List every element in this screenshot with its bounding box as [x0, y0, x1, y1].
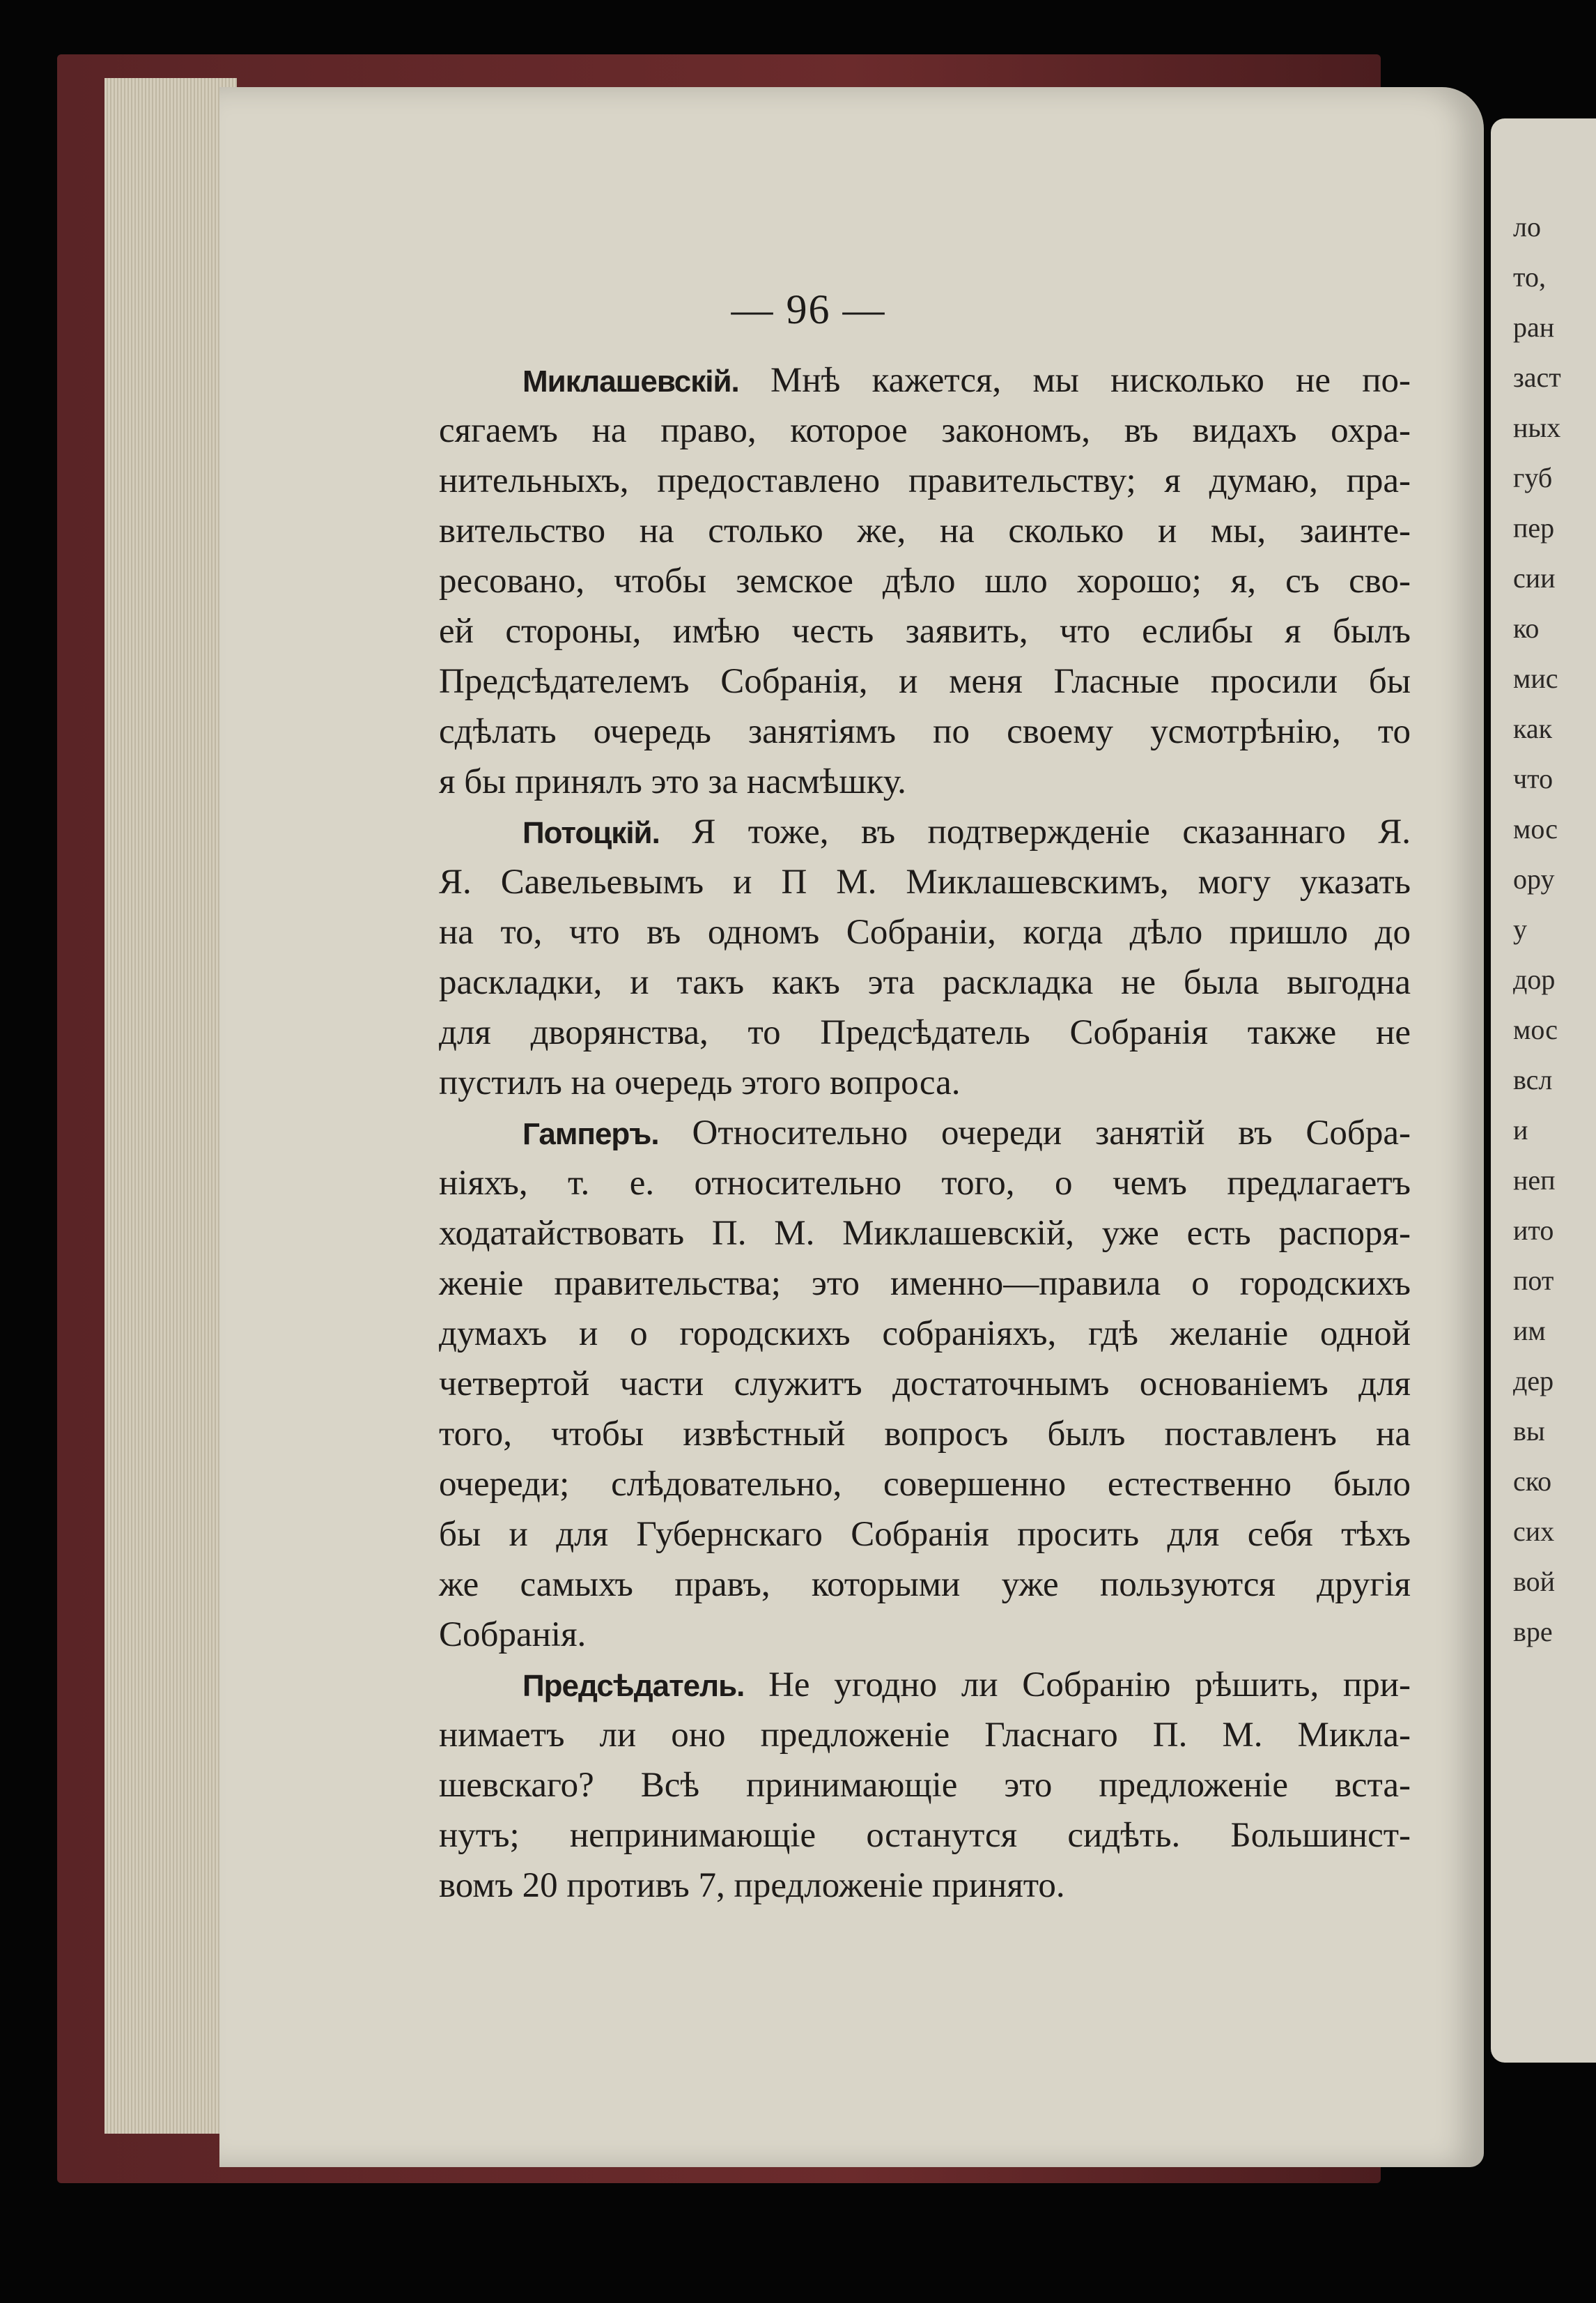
right-line: и — [1513, 1114, 1528, 1146]
text-line: Гамперъ. Относительно очереди занятій въ Собра- — [522, 1114, 1411, 1153]
text-line: ресовано, чтобы земское дѣло шло хорошо; я, съ сво- — [439, 562, 1411, 601]
text-line: Предсѣдателемъ Собранія, и меня Гласные просили бы — [439, 662, 1411, 701]
text-line: думахъ и о городскихъ собраніяхъ, гдѣ желаніе одной — [439, 1314, 1411, 1353]
right-line: неп — [1513, 1164, 1556, 1196]
text-line: нимаетъ ли оно предложеніе Гласнаго П. М. Микла- — [439, 1716, 1411, 1755]
right-line: как — [1513, 713, 1553, 744]
text-line: Собранія. — [439, 1615, 587, 1654]
right-line: всл — [1513, 1064, 1553, 1095]
right-line: губ — [1513, 462, 1553, 493]
right-line: пот — [1513, 1265, 1554, 1296]
right-line: ито — [1513, 1215, 1554, 1246]
right-line: дор — [1513, 964, 1556, 995]
right-line: сих — [1513, 1516, 1555, 1547]
text-line: Миклашевскій. Мнѣ кажется, мы нисколько не по- — [522, 361, 1411, 400]
right-line: заст — [1513, 362, 1561, 393]
text-line: я бы принялъ это за насмѣшку. — [439, 762, 906, 801]
text-line: нутъ; непринимающіе останутся сидѣть. Большинст- — [439, 1816, 1411, 1855]
right-line: вой — [1513, 1566, 1556, 1597]
text-line: на то, что въ одномъ Собраніи, когда дѣло пришло до — [439, 913, 1411, 952]
right-line: пер — [1513, 512, 1555, 544]
right-line: мис — [1513, 663, 1558, 694]
right-line: у — [1513, 914, 1527, 945]
right-page-fragment — [1491, 118, 1596, 2063]
text-line: раскладки, и такъ какъ эта раскладка не была выгодна — [439, 963, 1411, 1002]
text-line: вомъ 20 противъ 7, предложеніе принято. — [439, 1866, 1065, 1905]
text-line: ніяхъ, т. е. относительно того, о чемъ предлагаетъ — [439, 1164, 1411, 1203]
speaker-name: Гамперъ. — [522, 1117, 659, 1151]
text-line: четвертой части служитъ достаточнымъ основаніемъ для — [439, 1364, 1411, 1403]
right-line: ран — [1513, 311, 1555, 343]
page-number: — 96 — — [731, 286, 886, 332]
page-edges — [104, 78, 237, 2134]
right-line: ору — [1513, 863, 1555, 895]
text-line: Потоцкій. Я тоже, въ подтвержденіе сказаннаго Я. — [522, 812, 1411, 852]
text-line: Я. Савельевымъ и П М. Миклашевскимъ, могу указать — [439, 863, 1411, 902]
speaker-name: Потоцкій. — [522, 816, 660, 850]
text-line: ходатайствовать П. М. Миклашевскій, уже есть распоря- — [439, 1214, 1411, 1253]
text-line: шевскаго? Всѣ принимающіе это предложеніе вста- — [439, 1766, 1411, 1805]
text-line: сягаемъ на право, которое закономъ, въ видахъ охра- — [439, 411, 1411, 450]
right-line: ных — [1513, 412, 1561, 443]
right-line: им — [1513, 1315, 1546, 1346]
right-line: вы — [1513, 1415, 1545, 1447]
right-line: мос — [1513, 1014, 1558, 1045]
page-text — [439, 355, 1411, 1911]
right-line: ко — [1513, 613, 1540, 644]
text-line: нительныхъ, предоставлено правительству; я думаю, пра- — [439, 461, 1411, 500]
right-line: ло — [1513, 211, 1541, 242]
right-line: мос — [1513, 813, 1558, 845]
right-line: дер — [1513, 1365, 1554, 1396]
text-line: вительство на столько же, на сколько и мы, заинте- — [439, 511, 1411, 550]
right-line: что — [1513, 763, 1554, 794]
text-line: же самыхъ правъ, которыми уже пользуются другія — [439, 1565, 1411, 1604]
text-line: Предсѣдатель. Не угодно ли Собранію рѣшить, при- — [522, 1665, 1411, 1704]
right-line: сии — [1513, 562, 1556, 594]
right-line: то, — [1513, 261, 1546, 293]
text-line: сдѣлать очередь занятіямъ по своему усмотрѣнію, то — [439, 712, 1411, 751]
text-line: бы и для Губернскаго Собранія просить для себя тѣхъ — [439, 1515, 1411, 1554]
text-line: для дворянства, то Предсѣдатель Собранія также не — [439, 1013, 1411, 1052]
text-line: ей стороны, имѣю честь заявить, что еслибы я былъ — [439, 612, 1411, 651]
speaker-name: Миклашевскій. — [522, 364, 739, 399]
speaker-name: Предсѣдатель. — [522, 1669, 745, 1703]
text-line: женіе правительства; это именно—правила о городскихъ — [439, 1264, 1411, 1303]
right-line: вре — [1513, 1616, 1553, 1647]
text-line: пустилъ на очередь этого вопроса. — [439, 1063, 961, 1102]
text-line: того, чтобы извѣстный вопросъ былъ поставленъ на — [439, 1415, 1411, 1454]
text-line: очереди; слѣдовательно, совершенно естественно было — [439, 1465, 1411, 1504]
right-line: ско — [1513, 1465, 1552, 1497]
